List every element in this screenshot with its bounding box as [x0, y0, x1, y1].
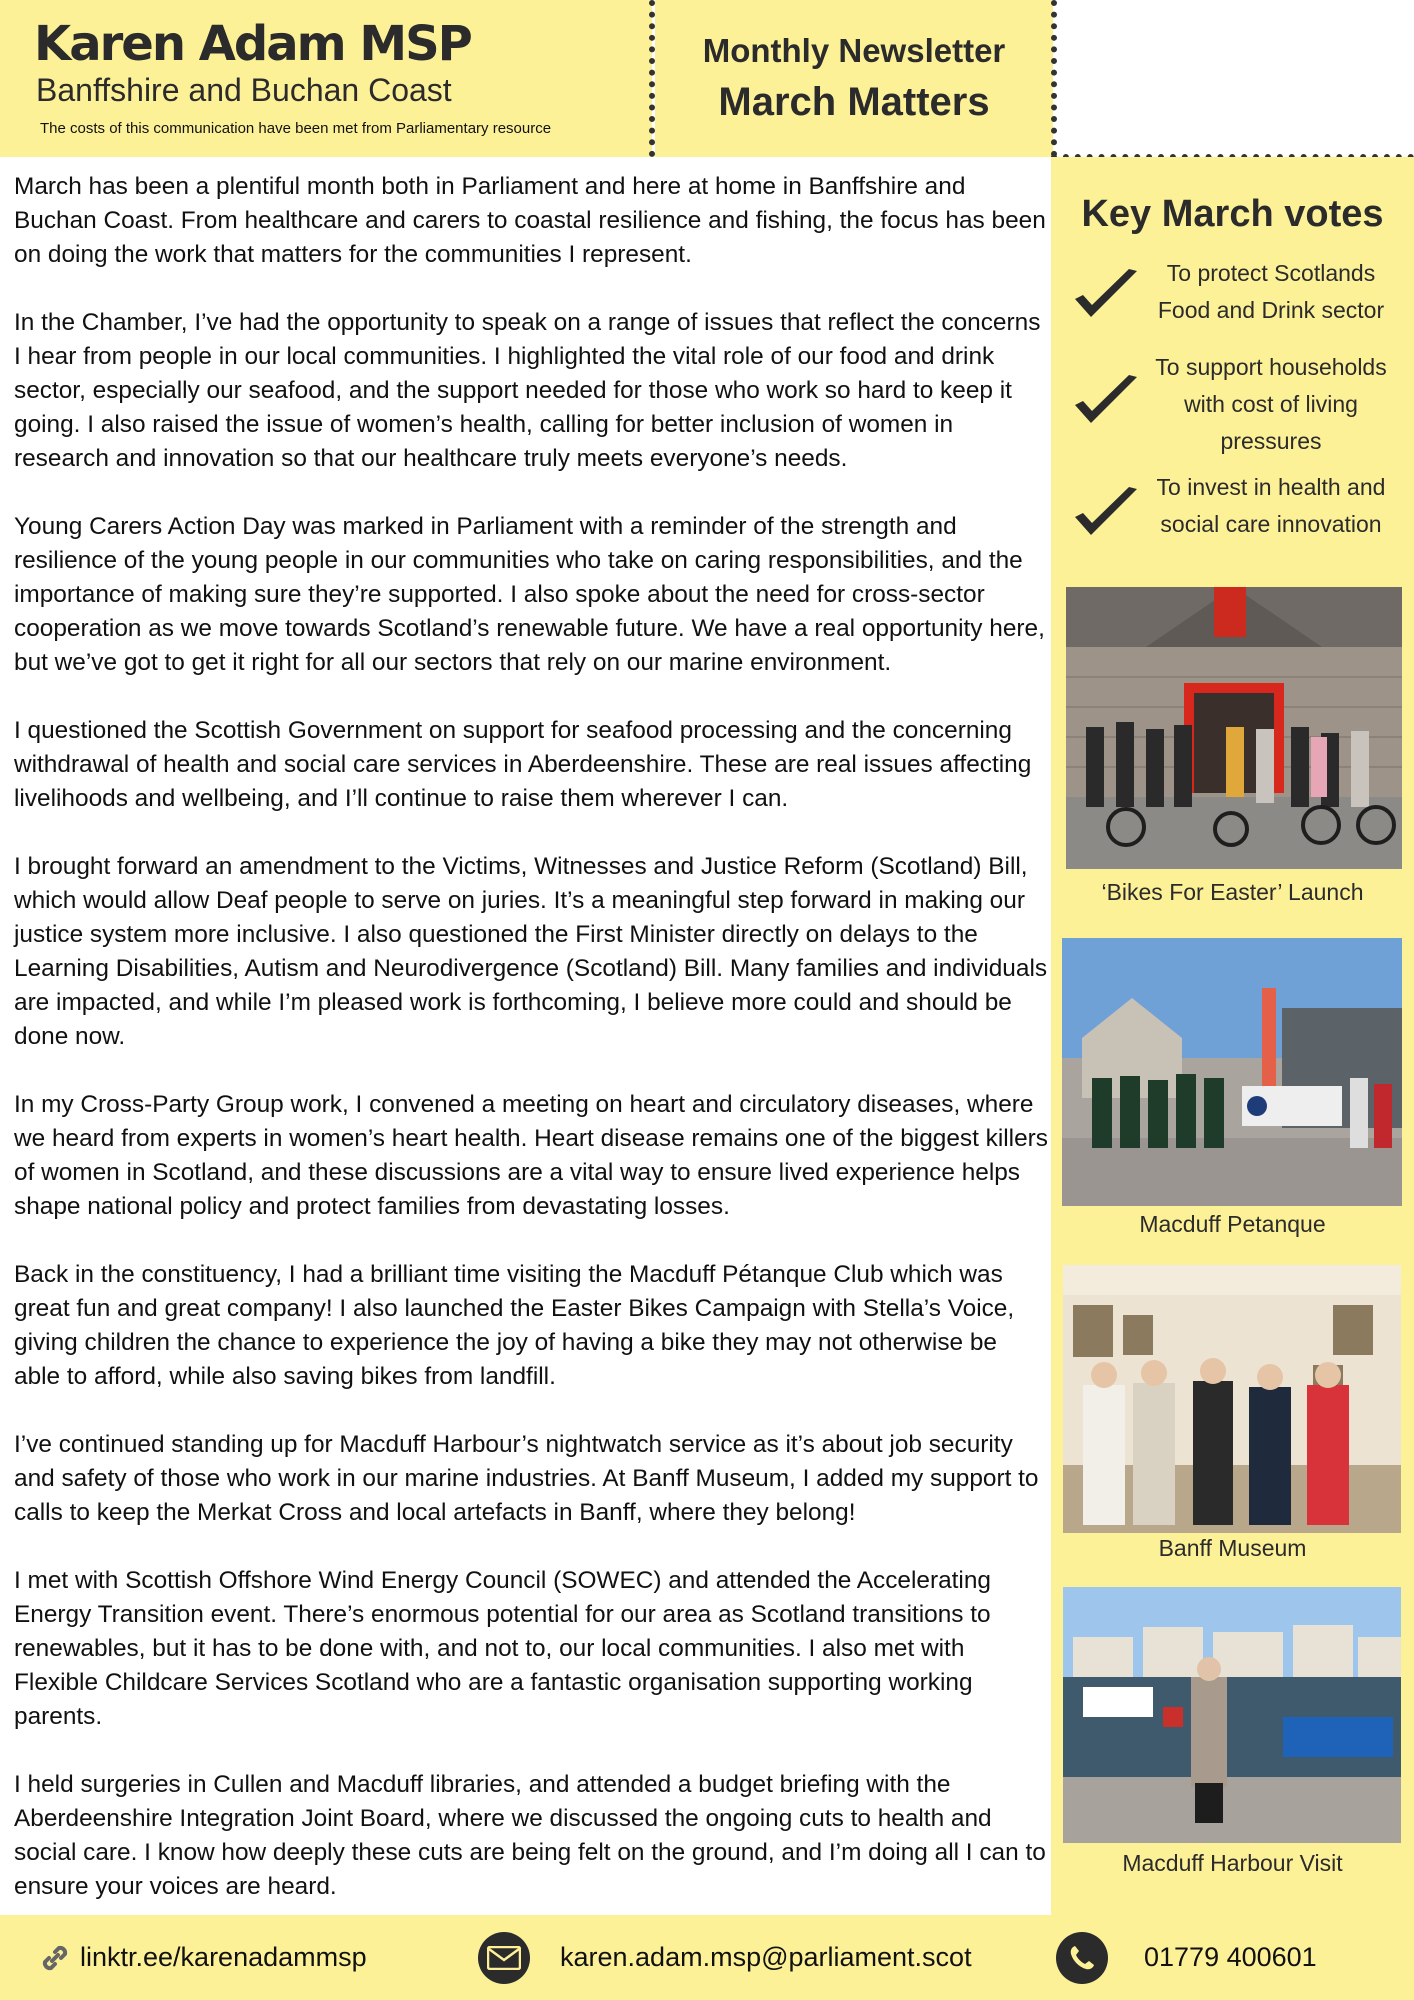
linktree-text[interactable]: linktr.ee/karenadammsp: [80, 1942, 367, 1972]
vote-item: [1071, 349, 1401, 461]
phone-icon: [1056, 1932, 1108, 1984]
body-paragraph: Young Carers Action Day was marked in Parliament with a reminder of the strength and resilience of the young people in our communities who take on caring responsibilities, and the importance of making sure they’re supported. I also spoke about the need for cross-sector cooperation as we move towards Scotland’s renewable future. We have a real opportunity here, but we’ve got to get it right for all our sectors that rely on our marine environment.: [14, 513, 1045, 676]
checkmark-icon: [1071, 265, 1141, 325]
body-paragraph: In my Cross-Party Group work, I convened a meeting on heart and circulatory diseases, where we heard from experts in women’s heart health. Heart disease remains one of the biggest killers of women in Scotland, and these discussions are a vital way to ensure lived experience helps shape national policy and protect families from devastating losses.: [14, 1091, 1048, 1220]
photo-caption: Macduff Petanque: [1139, 1211, 1326, 1237]
vote-text: To support households with cost of living pressures: [1155, 354, 1387, 454]
body-paragraph: I met with Scottish Offshore Wind Energy Council (SOWEC) and attended the Accelerating Energy Transition event. There’s enormous potential for our area as Scotland transitions to renewables, but it has to be done with, and not to, our local communities. I also met with Flexible Childcare Services Scotland who are a fantastic organisation supporting working parents.: [14, 1567, 991, 1730]
sidebar: [1051, 157, 1414, 1915]
vote-text: To invest in health and social care innovation: [1156, 474, 1386, 537]
header-dotted-divider-right: [1051, 0, 1057, 157]
photo-caption: Macduff Harbour Visit: [1122, 1850, 1343, 1876]
body-paragraph: I’ve continued standing up for Macduff Harbour’s nightwatch service as it’s about job security and safety of those who work in our marine industries. At Banff Museum, I added my support to calls to keep the Merkat Cross and local artefacts in Banff, where they belong!: [14, 1431, 1039, 1526]
checkmark-icon: [1071, 483, 1141, 543]
newsletter-heading-block: [655, 0, 1053, 157]
body-paragraph: I brought forward an amendment to the Victims, Witnesses and Justice Reform (Scotland) Bill, which would allow Deaf people to serve on juries. It’s a meaningful step forward in making our justice system more inclusive. I also questioned the First Minister directly on delays to the Learning Disabilities, Autism and Neurodivergence (Scotland) Bill. Many families and individuals are impacted, and while I’m pleased work is forthcoming, I believe more could and should be done now.: [14, 853, 1048, 1050]
bikes-for-easter-photo: [1066, 587, 1402, 869]
constituency-subtitle: Banffshire and Buchan Coast: [36, 72, 452, 108]
email-text[interactable]: karen.adam.msp@parliament.scot: [560, 1942, 972, 1972]
sidebar-title: Key March votes: [1081, 193, 1384, 235]
email-contact[interactable]: [478, 1915, 972, 2000]
newsletter-label: Monthly Newsletter: [702, 32, 1006, 69]
phone-text[interactable]: 01779 400601: [1144, 1942, 1317, 1972]
funding-disclaimer: The costs of this communication have been met from Parliamentary resource: [40, 120, 552, 137]
linktree-link[interactable]: [38, 1915, 367, 2000]
body-paragraph: Back in the constituency, I had a brilliant time visiting the Macduff Pétanque Club which was great fun and great company! I also launched the Easter Bikes Campaign with Stella’s Voice, giving children the chance to experience the joy of having a bike they may not otherwise be able to afford, while also saving bikes from landfill.: [14, 1261, 1015, 1390]
body-paragraph: I held surgeries in Cullen and Macduff libraries, and attended a budget briefing with the Aberdeenshire Integration Joint Board, where we discussed the ongoing cuts to health and social care. I know how deeply these cuts are being felt on the ground, and I’m doing all I can to ensure your voices are heard.: [14, 1771, 1046, 1900]
vote-text: To protect Scotlands Food and Drink sector: [1157, 260, 1385, 323]
newsletter-body: [14, 170, 1048, 1938]
page-title: Karen Adam MSP: [34, 16, 471, 72]
banff-museum-photo: [1063, 1265, 1401, 1533]
header-title-block: [0, 0, 652, 157]
link-icon: [38, 1941, 72, 1975]
macduff-harbour-photo: [1063, 1587, 1401, 1843]
photo-caption: ‘Bikes For Easter’ Launch: [1101, 879, 1364, 905]
checkmark-icon: [1071, 371, 1141, 431]
contact-footer: [0, 1915, 1414, 2000]
macduff-petanque-photo: [1062, 938, 1402, 1206]
body-paragraph: I questioned the Scottish Government on support for seafood processing and the concerning withdrawal of health and social care services in Aberdeenshire. These are real issues affecting livelihoods and wellbeing, and I’ll continue to raise them wherever I can.: [14, 717, 1032, 812]
vote-item: [1071, 255, 1401, 335]
body-paragraph: In the Chamber, I’ve had the opportunity to speak on a range of issues that reflect the concerns I hear from people in our local communities. I highlighted the vital role of our food and drink sector, especially our seafood, and the support needed for those who work so hard to keep it going. I also raised the issue of women’s health, calling for better inclusion of women in research and innovation so that our healthcare truly meets everyone’s needs.: [14, 309, 1041, 472]
envelope-icon: [478, 1932, 530, 1984]
photo-caption: Banff Museum: [1158, 1535, 1307, 1561]
vote-item: [1071, 469, 1401, 549]
phone-contact[interactable]: [1056, 1915, 1317, 2000]
newsletter-title: March Matters: [718, 80, 990, 124]
body-paragraph: March has been a plentiful month both in Parliament and here at home in Banffshire and Buchan Coast. From healthcare and carers to coastal resilience and fishing, the focus has been on doing the work that matters for the communities I represent.: [14, 173, 1046, 268]
